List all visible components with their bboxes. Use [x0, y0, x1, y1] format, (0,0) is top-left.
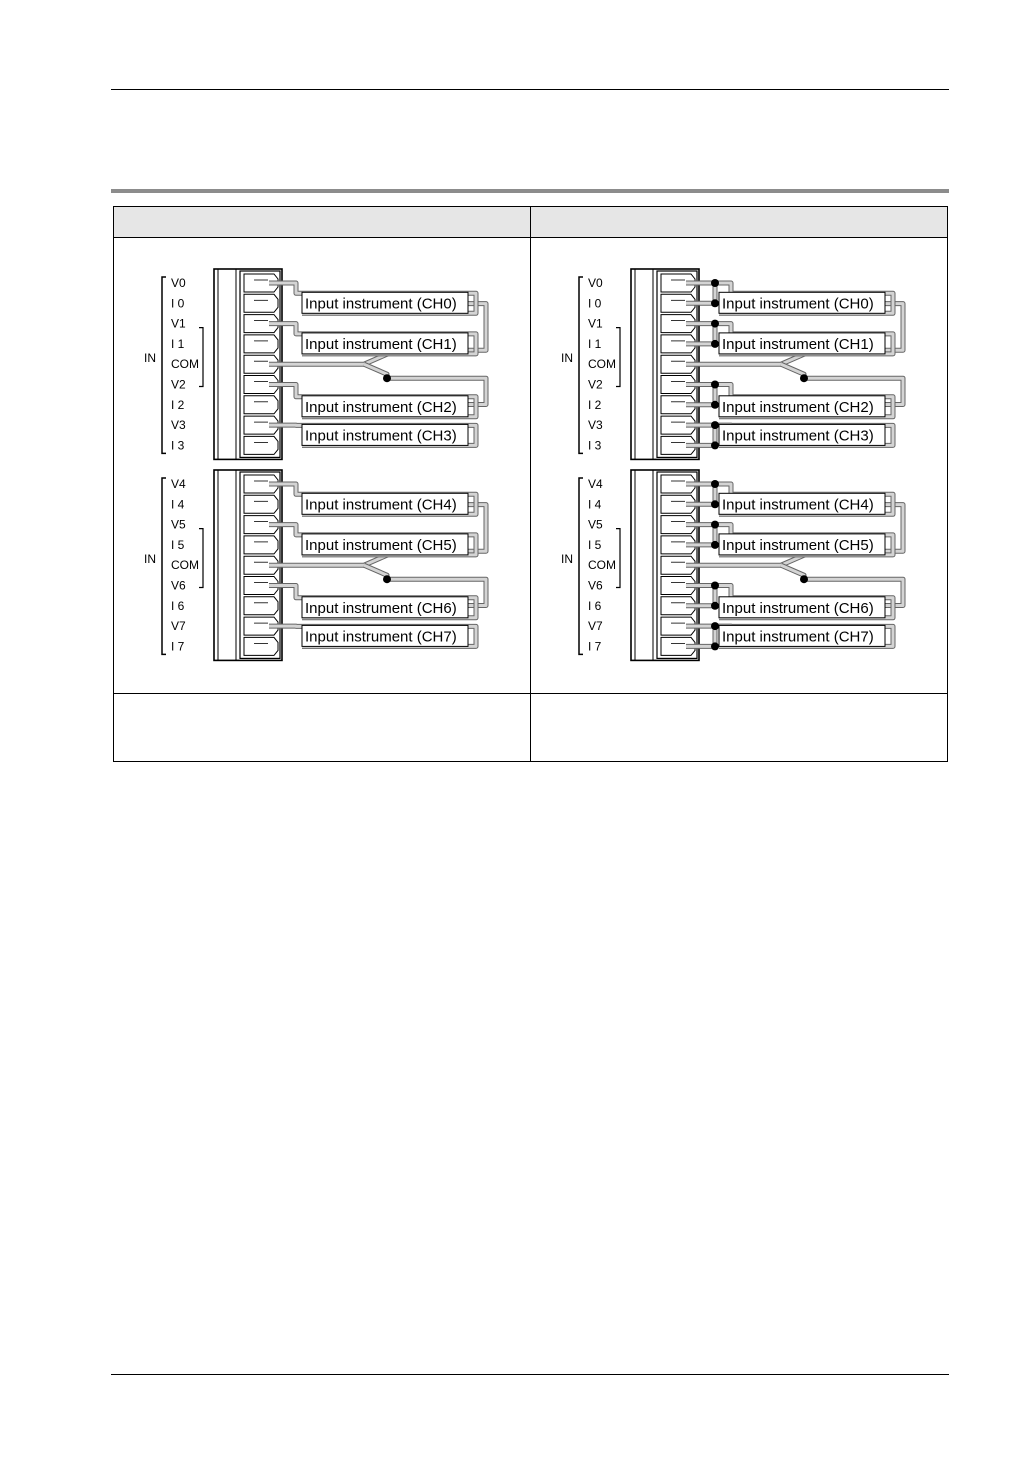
terminal-label-8: I 3	[171, 438, 185, 453]
terminal-label-0: V0	[171, 276, 186, 290]
terminal-label-4: COM	[588, 357, 616, 372]
input-instrument-label: Input instrument (CH6)	[722, 599, 874, 617]
junction-dot	[711, 421, 719, 429]
terminal-label-1: I 0	[171, 296, 185, 311]
junction-dot	[711, 299, 719, 307]
junction-dot	[800, 575, 808, 583]
header-cell-left	[114, 207, 530, 237]
terminal-screw-1	[244, 294, 278, 312]
terminal-label-0: V4	[588, 477, 603, 491]
terminal-screw-6	[244, 597, 278, 615]
wiring-table	[113, 206, 948, 762]
terminal-label-8: I 7	[171, 639, 185, 654]
terminal-screw-8	[244, 436, 278, 454]
junction-dot	[711, 279, 719, 287]
terminal-label-0: V0	[588, 276, 603, 290]
terminal-label-3: I 1	[171, 336, 185, 351]
footer-cell-right	[531, 695, 947, 761]
terminal-label-5: V2	[171, 377, 186, 392]
terminal-label-5: V6	[171, 578, 186, 593]
com-bracket	[199, 529, 203, 588]
input-instrument-label: Input instrument (CH1)	[305, 335, 457, 353]
wiring-block-0	[269, 283, 486, 445]
group-label: IN	[144, 351, 156, 366]
wiring-block-1	[269, 484, 486, 646]
junction-dot	[711, 381, 719, 389]
com-bracket	[199, 328, 203, 387]
terminal-label-0: V4	[171, 477, 186, 491]
group-label: IN	[561, 351, 573, 366]
input-instrument-label: Input instrument (CH7)	[305, 628, 457, 646]
junction-dot	[800, 374, 808, 382]
junction-dot	[711, 622, 719, 630]
terminal-bracket	[162, 478, 166, 654]
input-instrument-label: Input instrument (CH5)	[305, 536, 457, 554]
terminal-label-4: COM	[171, 357, 199, 372]
terminal-screw-8	[244, 637, 278, 655]
terminal-label-7: V7	[171, 619, 186, 634]
input-instrument-label: Input instrument (CH1)	[722, 335, 874, 353]
terminal-label-6: I 2	[171, 397, 185, 412]
input-instrument-label: Input instrument (CH5)	[722, 536, 874, 554]
wiring-block-0	[686, 279, 903, 449]
terminal-label-4: COM	[171, 558, 199, 573]
junction-dot	[711, 320, 719, 328]
terminal-label-2: V1	[171, 316, 186, 331]
terminal-label-3: I 5	[588, 537, 602, 552]
terminal-label-1: I 4	[588, 497, 602, 512]
com-bracket	[616, 529, 620, 588]
terminal-label-7: V3	[171, 418, 186, 433]
terminal-bracket	[579, 478, 583, 654]
input-instrument-label: Input instrument (CH0)	[722, 295, 874, 313]
input-instrument-label: Input instrument (CH6)	[305, 599, 457, 617]
group-label: IN	[144, 552, 156, 567]
terminal-label-1: I 0	[588, 296, 602, 311]
terminal-screw-6	[244, 396, 278, 414]
terminal-screw-3	[244, 335, 278, 353]
terminal-label-3: I 5	[171, 537, 185, 552]
junction-dot	[711, 521, 719, 529]
junction-dot	[383, 374, 391, 382]
row-divider	[114, 693, 947, 694]
junction-dot	[711, 340, 719, 348]
junction-dot	[711, 480, 719, 488]
terminal-label-6: I 6	[588, 598, 602, 613]
terminal-screw-3	[244, 536, 278, 554]
terminal-bracket	[162, 277, 166, 453]
header-rule	[111, 89, 949, 90]
terminal-label-8: I 7	[588, 639, 602, 654]
terminal-label-5: V2	[588, 377, 603, 392]
input-instrument-label: Input instrument (CH3)	[722, 427, 874, 445]
junction-dot	[711, 500, 719, 508]
terminal-label-6: I 6	[171, 598, 185, 613]
terminal-label-8: I 3	[588, 438, 602, 453]
terminal-label-1: I 4	[171, 497, 185, 512]
terminal-label-3: I 1	[588, 336, 602, 351]
input-instrument-label: Input instrument (CH2)	[305, 398, 457, 416]
wiring-block-1	[686, 480, 903, 650]
footer-rule	[111, 1374, 949, 1375]
terminal-label-2: V5	[588, 517, 603, 532]
terminal-label-7: V7	[588, 619, 603, 634]
terminal-label-6: I 2	[588, 397, 602, 412]
footer-cell-left	[114, 695, 530, 761]
section-rule	[111, 189, 949, 193]
input-instrument-label: Input instrument (CH4)	[722, 496, 874, 514]
terminal-bracket	[579, 277, 583, 453]
com-bracket	[616, 328, 620, 387]
wiring-diagram-voltage	[114, 238, 529, 692]
terminal-label-4: COM	[588, 558, 616, 573]
input-instrument-label: Input instrument (CH2)	[722, 398, 874, 416]
group-label: IN	[561, 552, 573, 567]
input-instrument-label: Input instrument (CH4)	[305, 496, 457, 514]
junction-dot	[711, 401, 719, 409]
terminal-screw-1	[244, 495, 278, 513]
input-instrument-label: Input instrument (CH0)	[305, 295, 457, 313]
terminal-label-2: V1	[588, 316, 603, 331]
junction-dot	[711, 582, 719, 590]
terminal-label-7: V3	[588, 418, 603, 433]
header-cell-right	[531, 207, 947, 237]
junction-dot	[711, 541, 719, 549]
wiring-diagram-current	[531, 238, 946, 692]
terminal-label-5: V6	[588, 578, 603, 593]
junction-dot	[711, 441, 719, 449]
input-instrument-label: Input instrument (CH7)	[722, 628, 874, 646]
input-instrument-label: Input instrument (CH3)	[305, 427, 457, 445]
terminal-label-2: V5	[171, 517, 186, 532]
junction-dot	[711, 602, 719, 610]
junction-dot	[383, 575, 391, 583]
junction-dot	[711, 642, 719, 650]
